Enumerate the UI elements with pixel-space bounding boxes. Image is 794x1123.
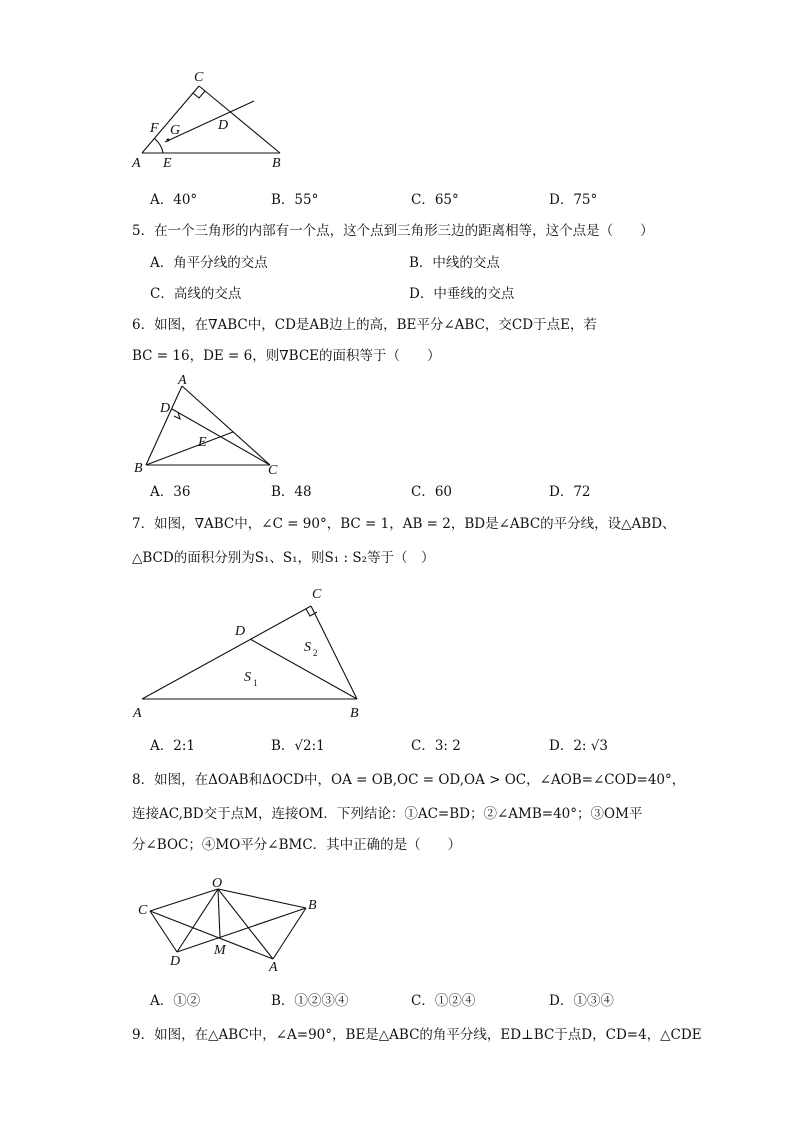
q7-side-ac: [142, 606, 311, 699]
q4-label-g: G: [170, 123, 181, 138]
q6-side-ac: [182, 386, 270, 465]
q8-seg-bd: [177, 908, 306, 952]
q4-arc-fe: [154, 138, 163, 153]
q8-seg-om: [218, 889, 220, 938]
q7-label-a: A: [133, 706, 142, 721]
q8-seg-oc: [150, 889, 218, 911]
q6-label-c: C: [268, 463, 278, 478]
q6-label-b: B: [134, 461, 143, 476]
q8-label-d: D: [170, 954, 181, 969]
q4-option-a[interactable]: A．40°: [150, 192, 198, 208]
q7-option-d[interactable]: D．2: √3: [549, 738, 608, 754]
q4-label-a: A: [132, 156, 141, 171]
q7-side-bc: [311, 606, 357, 699]
q5-stem: 5．在一个三角形的内部有一个点，这个点到三角形三边的距离相等，这个点是（ ）: [132, 223, 654, 239]
q6-figure: [130, 372, 290, 480]
q5-option-b[interactable]: B．中线的交点: [409, 255, 500, 271]
q6-option-d[interactable]: D．72: [549, 484, 591, 500]
q6-label-d: D: [160, 401, 171, 416]
q4-side-ac: [142, 86, 199, 153]
q7-option-c[interactable]: C．3: 2: [411, 738, 461, 754]
q8-label-o: O: [212, 876, 223, 891]
q8-seg-cd: [150, 911, 177, 952]
q8-figure: [130, 875, 330, 975]
q6-stem-line2: BC = 16，DE = 6，则∇BCE的面积等于（ ）: [132, 348, 441, 364]
q4-option-b[interactable]: B．55°: [271, 192, 319, 208]
q8-option-a[interactable]: A．①②: [150, 993, 201, 1009]
q7-stem-line2: △BCD的面积分别为S₁、S₁，则S₁ : S₂等于（ ）: [132, 550, 435, 566]
q8-seg-ab: [273, 908, 306, 959]
q5-option-d[interactable]: D．中垂线的交点: [409, 286, 515, 302]
q8-option-b[interactable]: B．①②③④: [271, 993, 349, 1009]
q8-option-d[interactable]: D．①③④: [549, 993, 614, 1009]
q8-label-b: B: [308, 898, 317, 913]
q6-label-e: E: [198, 435, 207, 450]
q4-side-bc: [199, 86, 280, 153]
q6-option-a[interactable]: A．36: [150, 484, 191, 500]
q4-label-e: E: [163, 156, 172, 171]
q4-option-d[interactable]: D．75°: [549, 192, 598, 208]
q7-label-s2-sub: 2: [313, 648, 318, 658]
q5-option-c[interactable]: C．高线的交点: [150, 286, 242, 302]
q6-option-c[interactable]: C．60: [411, 484, 453, 500]
q4-label-c: C: [194, 70, 204, 85]
q6-label-a: A: [178, 373, 187, 388]
q6-option-b[interactable]: B．48: [271, 484, 312, 500]
q9-stem-line1: 9．如图，在△ABC中，∠A=90°，BE是△ABC的角平分线，ED⊥BC于点D，CD=4，△CDE: [132, 1027, 702, 1043]
q4-figure: [130, 65, 300, 175]
q6-stem-line1: 6．如图，在∇ABC中，CD是AB边上的高，BE平分∠ABC，交CD于点E，若: [132, 317, 597, 333]
q8-label-c: C: [138, 903, 148, 918]
q8-stem-line2: 连接AC,BD交于点M，连接OM．下列结论：①AC=BD；②∠AMB=40°；③OM平: [132, 806, 643, 822]
q7-label-s1-sub: 1: [253, 678, 258, 688]
q4-label-b: B: [272, 156, 281, 171]
q7-label-d: D: [235, 624, 246, 639]
q7-figure: [130, 578, 370, 723]
q4-label-f: F: [150, 121, 159, 136]
q7-stem-line1: 7．如图，∇ABC中，∠C = 90°，BC = 1，AB = 2，BD是∠ABC的平分线，设△ABD、: [132, 516, 676, 532]
q4-label-d: D: [218, 118, 229, 133]
q7-option-b[interactable]: B．√2:1: [271, 738, 325, 754]
q4-option-c[interactable]: C．65°: [411, 192, 459, 208]
q8-seg-od: [177, 889, 218, 952]
q8-stem-line3: 分∠BOC；④MO平分∠BMC．其中正确的是（ ）: [132, 837, 462, 853]
q4-point-g: [167, 139, 170, 142]
q7-option-a[interactable]: A．2:1: [150, 738, 195, 754]
q8-stem-line1: 8．如图，在ΔOAB和ΔOCD中，OA = OB,OC = OD,OA > OC，∠AOB=∠COD=40°，: [132, 772, 686, 788]
q5-option-a[interactable]: A．角平分线的交点: [150, 255, 268, 271]
q4-right-angle-mark: [193, 91, 205, 98]
q8-option-c[interactable]: C．①②④: [411, 993, 476, 1009]
q8-label-m: M: [214, 943, 226, 958]
q7-label-s1: S: [244, 670, 251, 685]
q7-label-c: C: [312, 587, 322, 602]
q7-label-b: B: [350, 706, 359, 721]
q8-label-a: A: [269, 960, 278, 975]
q7-label-s2: S: [304, 640, 311, 655]
